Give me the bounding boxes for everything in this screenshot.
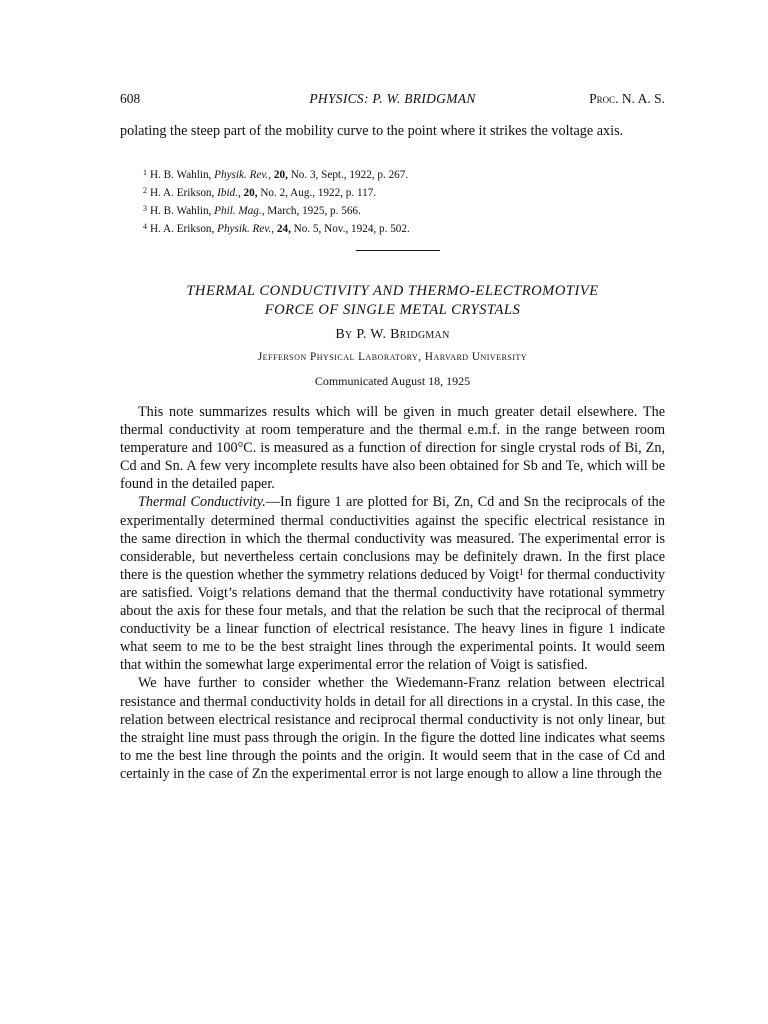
footnote: [143, 183, 663, 201]
footnote-journal: Ibid.,: [217, 187, 241, 199]
article-title-line: THERMAL CONDUCTIVITY AND THERMO-ELECTROMOTIVE: [186, 283, 599, 299]
footnote-mark: 4: [143, 222, 147, 231]
footnote-rest: March, 1925, p. 566.: [267, 205, 361, 217]
footnote-author: H. A. Erikson,: [150, 223, 215, 235]
article-body: [120, 403, 665, 783]
footnote: [143, 165, 663, 183]
author-byline: By P. W. Bridgman: [335, 327, 450, 342]
section-divider: [356, 250, 440, 251]
article-title-line: FORCE OF SINGLE METAL CRYSTALS: [264, 301, 521, 318]
body-paragraph: [120, 493, 665, 674]
article-title: [120, 282, 665, 319]
running-header: [120, 91, 665, 109]
footnote-author: H. A. Erikson,: [150, 187, 215, 199]
footnote-author: H. B. Wahlin,: [150, 205, 212, 217]
running-title: PHYSICS: P. W. BRIDGMAN: [309, 91, 476, 106]
footnote-volume: 20,: [243, 187, 258, 199]
footnote-journal: Physik. Rev.,: [214, 169, 272, 181]
footnote-rest: No. 2, Aug., 1922, p. 117.: [260, 187, 377, 199]
footnotes: [143, 165, 663, 237]
footnote-mark: 1: [143, 168, 147, 177]
footnote-mark: 2: [143, 186, 147, 195]
footnote-volume: 20,: [273, 169, 288, 181]
citation-mark: 1: [519, 566, 524, 577]
section-runin-heading: Thermal Conductivity.: [138, 494, 266, 511]
body-paragraph: This note summarizes results which will be given in much greater detail elsewhere. The thermal conductivity at room temperature and the thermal e.m.f. in the range between room temperature and 100°C. is measured as a function of direction for single crystal rods of Bi, Zn, Cd and Sn. A few very incomplete results have also been obtained for Sb and Te, which will be found in the detailed paper.: [120, 404, 665, 493]
paragraph-text: —In figure 1 are plotted for Bi, Zn, Cd and Sn the reciprocals of the experimentally determined thermal conductivities against the specific electrical resistance in the same direction in which the thermal conductivity was measured. The experimental error is considerable, but nevertheless certain conclusions may be definitely drawn. In the first place there is the question whether the symmetry relations deduced by Voigt: [120, 494, 665, 583]
footnote-journal: Phil. Mag.,: [214, 205, 265, 217]
author-affiliation: Jefferson Physical Laboratory, Harvard University: [257, 351, 528, 363]
footnote: [143, 201, 663, 219]
continuation-paragraph: polating the steep part of the mobility curve to the point where it strikes the voltage axis.: [120, 123, 624, 139]
footnote-author: H. B. Wahlin,: [150, 169, 212, 181]
journal-abbrev: Proc. N. A. S.: [589, 91, 665, 106]
footnote-volume: 24,: [276, 223, 291, 235]
footnote-mark: 3: [143, 204, 147, 213]
footnote: [143, 219, 663, 237]
footnote-rest: No. 3, Sept., 1922, p. 267.: [290, 169, 409, 181]
page-number: 608: [120, 91, 141, 106]
footnote-journal: Physik. Rev.,: [217, 223, 275, 235]
footnote-rest: No. 5, Nov., 1924, p. 502.: [293, 223, 410, 235]
body-paragraph: We have further to consider whether the Wiedemann-Franz relation between electrical resistance and thermal conductivity holds in detail for all directions in a crystal. In this case, the relation between electrical resistance and reciprocal thermal conductivity is not only linear, but the straight line must pass through the origin. In the figure the dotted line indicates what seems to me the best line through the points and the origin. It would seem that in the case of Cd and certainly in the case of Zn the experimental error is not large enough to allow a line through the: [120, 675, 665, 782]
communicated-date: Communicated August 18, 1925: [314, 374, 471, 388]
paragraph-text: for thermal conductivity are satisfied. Voigt’s relations demand that the thermal conductivity have rotational symmetry about the axis for these four metals, and that the relation be such that the reciprocal of thermal conductivity be a linear function of electrical resistance. The heavy lines in figure 1 indicate what seem to me to be the best straight lines through the experimental points. It would seem that within the somewhat large experimental error the relation of Voigt is satisfied.: [120, 566, 665, 674]
